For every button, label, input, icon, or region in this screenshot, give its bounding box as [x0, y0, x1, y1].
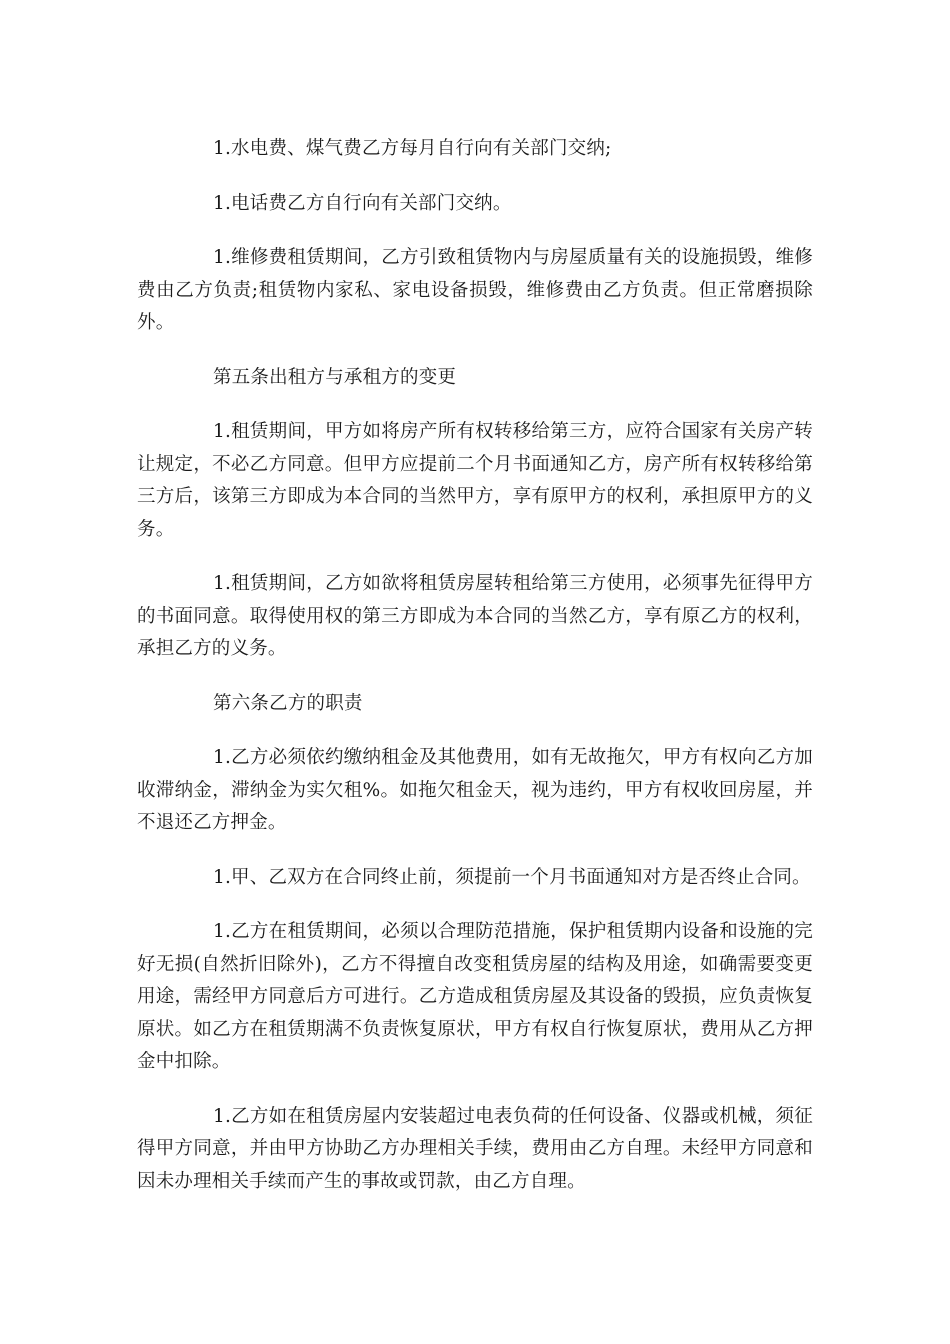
- paragraph-termination-notice: 1.甲、乙双方在合同终止前，须提前一个月书面通知对方是否终止合同。: [213, 866, 811, 888]
- heading-article-5: 第五条出租方与承租方的变更: [213, 366, 457, 388]
- paragraph-rent-payment: 1.乙方必须依约缴纳租金及其他费用，如有无故拖欠，甲方有权向乙方加收滞纳金，滞纳金为实欠租%。如拖欠租金天，视为违约，甲方有权收回房屋，并不退还乙方押金。: [137, 747, 813, 833]
- heading-article-6: 第六条乙方的职责: [213, 692, 363, 714]
- paragraph-ownership-transfer: 1.租赁期间，甲方如将房产所有权转移给第三方，应符合国家有关房产转让规定，不必乙方同意。但甲方应提前二个月书面通知乙方，房产所有权转移给第三方后，该第三方即成为本合同的当然甲方，享有原甲方的权利，承担原甲方的义务。: [137, 421, 813, 540]
- paragraph-equipment-install: 1.乙方如在租赁房屋内安装超过电表负荷的任何设备、仪器或机械，须征得甲方同意，并由甲方协助乙方办理相关手续，费用由乙方自理。未经甲方同意和因未办理相关手续而产生的事故或罚款，由乙方自理。: [137, 1105, 813, 1192]
- paragraph-sublease: 1.租赁期间，乙方如欲将租赁房屋转租给第三方使用，必须事先征得甲方的书面同意。取得使用权的第三方即成为本合同的当然乙方，享有原乙方的权利，承担乙方的义务。: [137, 573, 813, 659]
- paragraph-utilities: 1.水电费、煤气费乙方每月自行向有关部门交纳;: [213, 138, 612, 159]
- paragraph-facility-protection: 1.乙方在租赁期间，必须以合理防范措施，保护租赁期内设备和设施的完好无损(自然折旧除外)，乙方不得擅自改变租赁房屋的结构及用途，如确需要变更用途，需经甲方同意后方可进行。乙方造成租赁房屋及其设备的毁损，应负责恢复原状。如乙方在租赁期满不负责恢复原状，甲方有权自行恢复原状，费用从乙方押金中扣除。: [137, 921, 813, 1072]
- paragraph-maintenance: 1.维修费租赁期间，乙方引致租赁物内与房屋质量有关的设施损毁，维修费由乙方负责;租赁物内家私、家电设备损毁，维修费由乙方负责。但正常磨损除外。: [137, 247, 813, 333]
- document-body: [137, 133, 813, 1220]
- paragraph-phone-fee: 1.电话费乙方自行向有关部门交纳。: [213, 192, 512, 214]
